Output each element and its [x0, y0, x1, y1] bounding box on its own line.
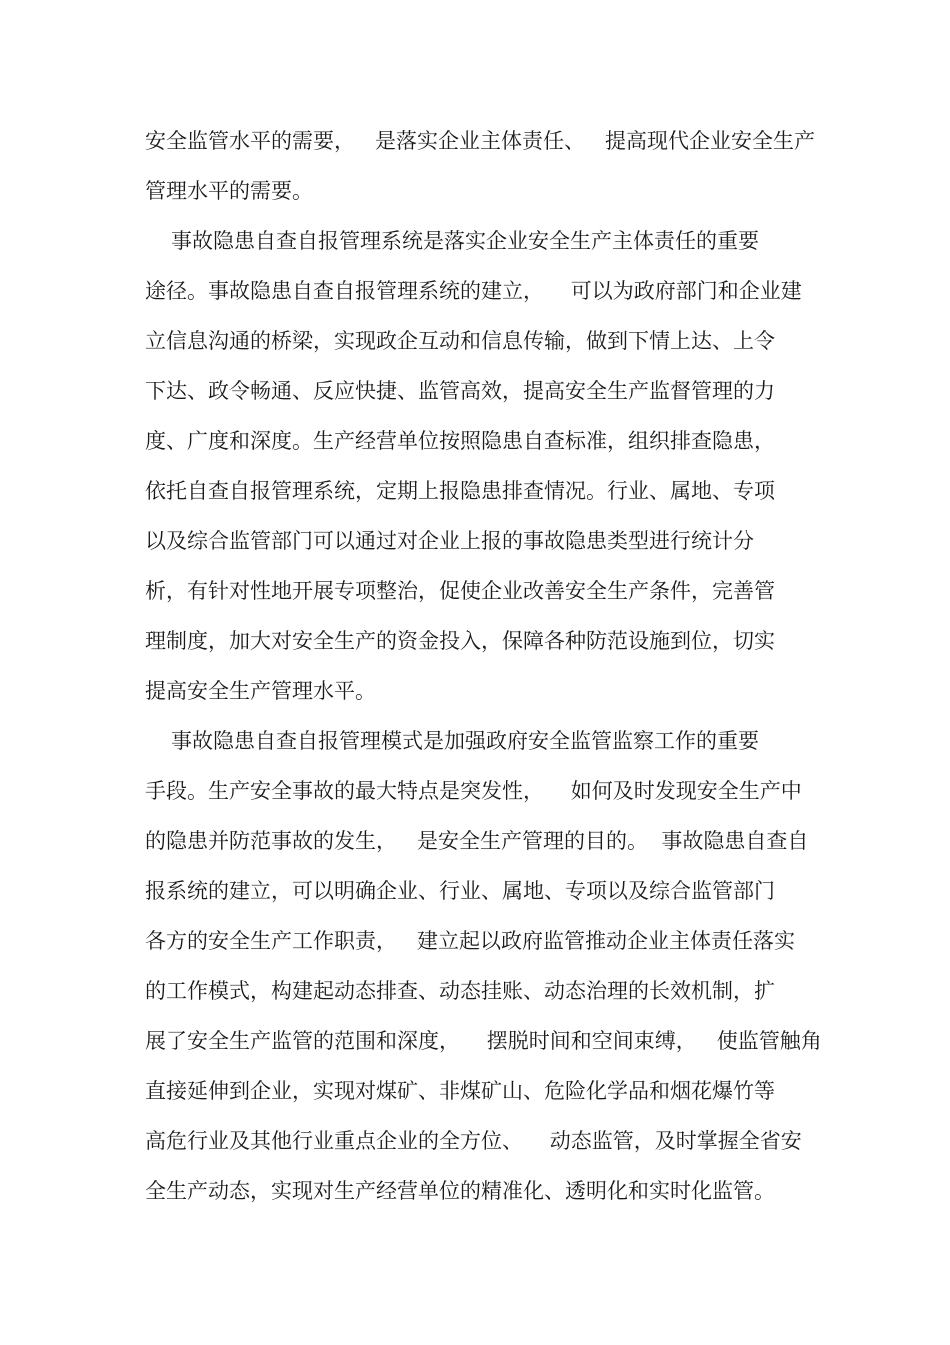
text-line: 提高安全生产管理水平。: [145, 679, 376, 703]
text-line: 理制度，加大对安全生产的资金投入，保障各种防范设施到位，切实: [145, 629, 775, 653]
text-line: 以及综合监管部门可以通过对企业上报的事故隐患类型进行统计分: [145, 529, 754, 553]
text-line: 各方的安全生产工作职责， 建立起以政府监管推动企业主体责任落实: [145, 929, 796, 953]
text-line: 全生产动态，实现对生产经营单位的精准化、透明化和实时化监管。: [145, 1179, 775, 1203]
text-line: 的隐患并防范事故的发生， 是安全生产管理的目的。 事故隐患自查自: [145, 829, 809, 853]
paragraph-first-line: 事故隐患自查自报管理系统是落实企业安全生产主体责任的重要: [171, 229, 759, 253]
text-line: 依托自查自报管理系统，定期上报隐患排查情况。行业、属地、专项: [145, 479, 775, 503]
text-line: 下达、政令畅通、反应快捷、监管高效，提高安全生产监督管理的力: [145, 379, 775, 403]
text-line: 安全监管水平的需要， 是落实企业主体责任、 提高现代企业安全生产: [145, 129, 816, 153]
text-line: 报系统的建立，可以明确企业、行业、属地、专项以及综合监管部门: [145, 879, 775, 903]
text-line: 展了安全生产监管的范围和深度， 摆脱时间和空间束缚， 使监管触角: [145, 1029, 822, 1053]
text-line: 途径。事故隐患自查自报管理系统的建立， 可以为政府部门和企业建: [145, 279, 802, 303]
text-line: 的工作模式，构建起动态排查、动态挂账、动态治理的长效机制，扩: [145, 979, 775, 1003]
text-line: 直接延伸到企业，实现对煤矿、非煤矿山、危险化学品和烟花爆竹等: [145, 1079, 775, 1103]
text-line: 高危行业及其他行业重点企业的全方位、 动态监管，及时掌握全省安: [145, 1129, 802, 1153]
text-line: 管理水平的需要。: [145, 179, 313, 203]
paragraph-first-line: 事故隐患自查自报管理模式是加强政府安全监管监察工作的重要: [171, 729, 759, 753]
text-line: 析，有针对性地开展专项整治，促使企业改善安全生产条件，完善管: [145, 579, 775, 603]
text-line: 立信息沟通的桥梁，实现政企互动和信息传输，做到下情上达、上令: [145, 329, 775, 353]
text-line: 手段。生产安全事故的最大特点是突发性， 如何及时发现安全生产中: [145, 779, 802, 803]
text-line: 度、广度和深度。生产经营单位按照隐患自查标准，组织排查隐患，: [145, 429, 775, 453]
